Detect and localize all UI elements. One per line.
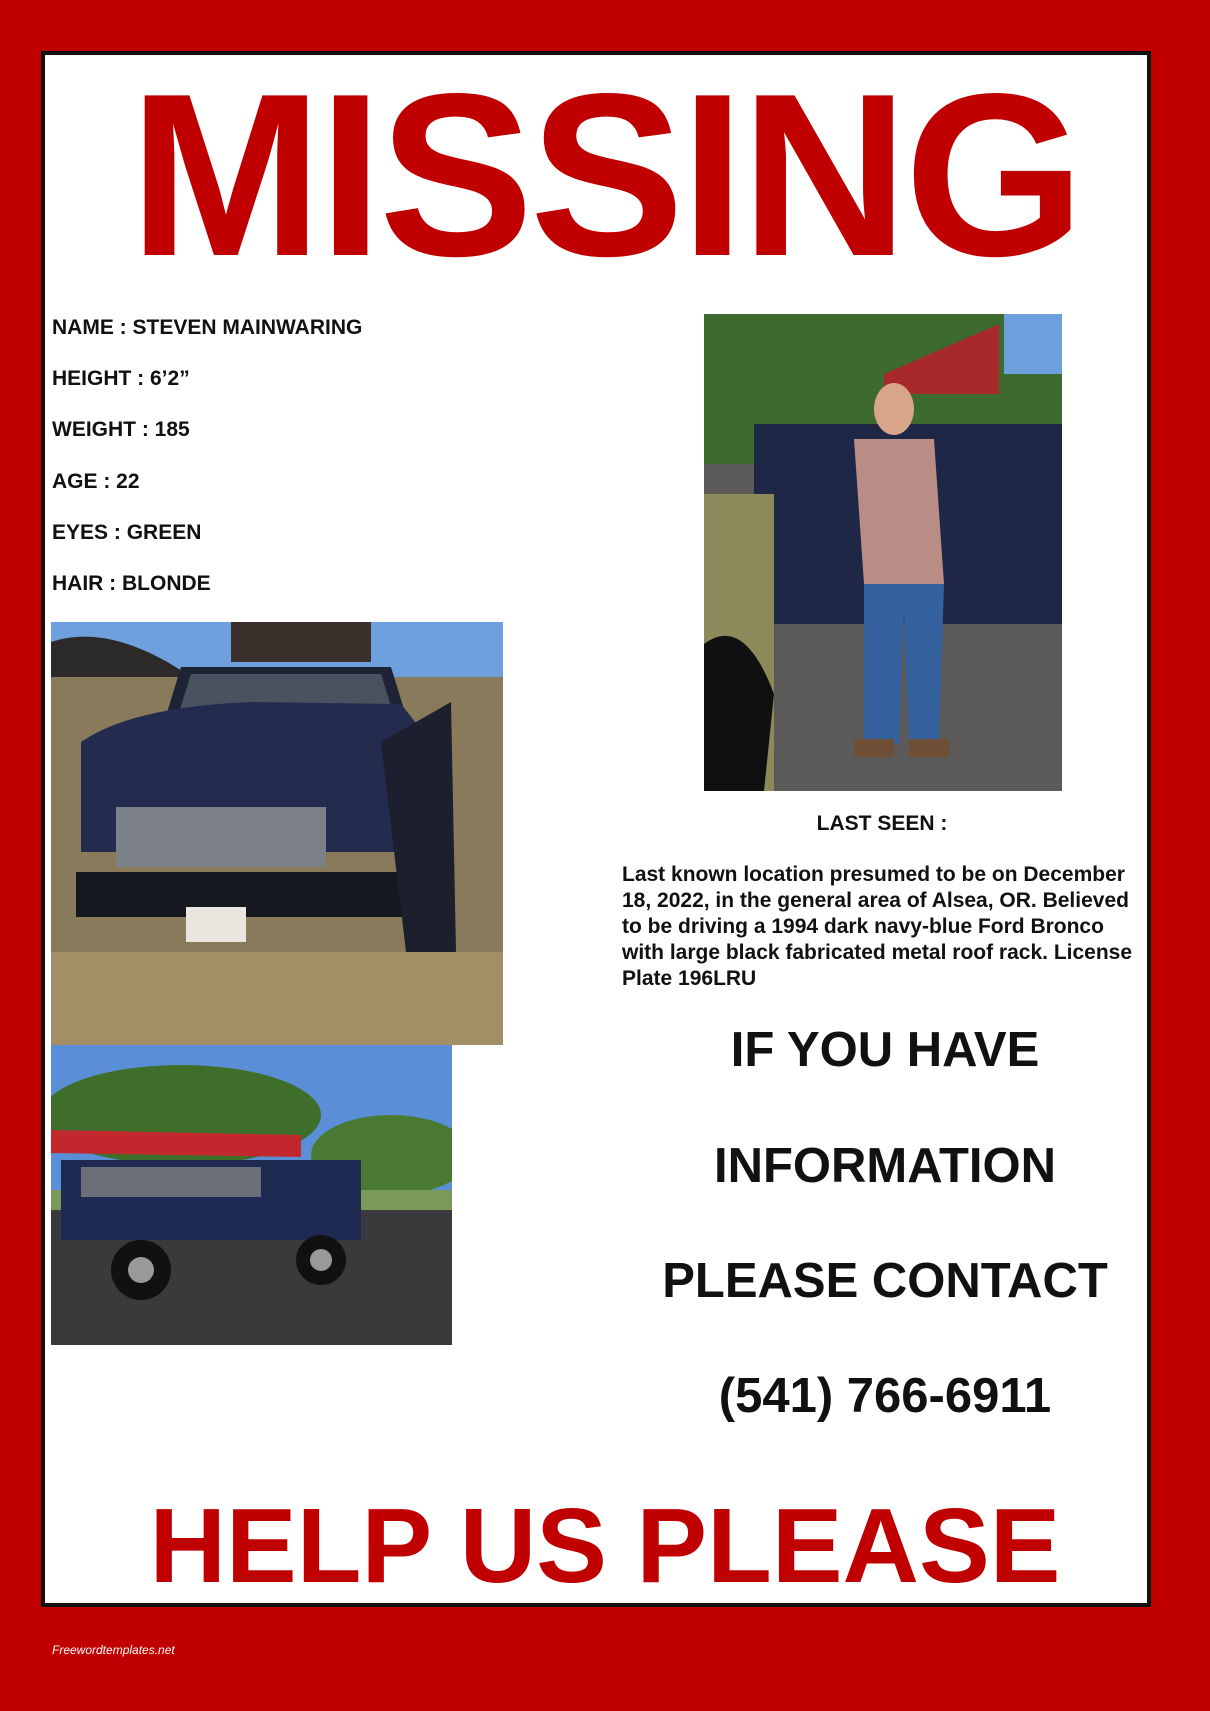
contact-line-2: INFORMATION [713,1139,1057,1193]
contact-line-3: PLEASE CONTACT [662,1254,1108,1308]
last-seen-description: Last known location presumed to be on December 18, 2022, in the general area of Alsea, OR. Believed to be driving a 1994 dark navy-blue Ford Bronco with large black fabricated metal roof rack. License Plate 196LRU [622,863,1133,990]
contact-line-1: IF YOU HAVE [730,1023,1040,1077]
contact-phone: (541) 766-6911 [718,1369,1052,1423]
help-us-please: HELP US PLEASE [149,1487,1061,1605]
photo-truck-front [51,622,503,1045]
poster-title: MISSING [129,46,1081,305]
detail-hair: HAIR : BLONDE [52,572,211,595]
detail-eyes: EYES : GREEN [52,521,202,544]
detail-height: HEIGHT : 6’2” [52,367,190,390]
photo-missing-person [704,314,1062,791]
detail-age: AGE : 22 [52,470,140,493]
detail-name: NAME : STEVEN MAINWARING [52,316,363,339]
last-seen-heading: LAST SEEN : [816,812,948,835]
photo-truck-side [51,1045,452,1345]
detail-weight: WEIGHT : 185 [52,418,190,441]
watermark: Freewordtemplates.net [52,1643,175,1657]
